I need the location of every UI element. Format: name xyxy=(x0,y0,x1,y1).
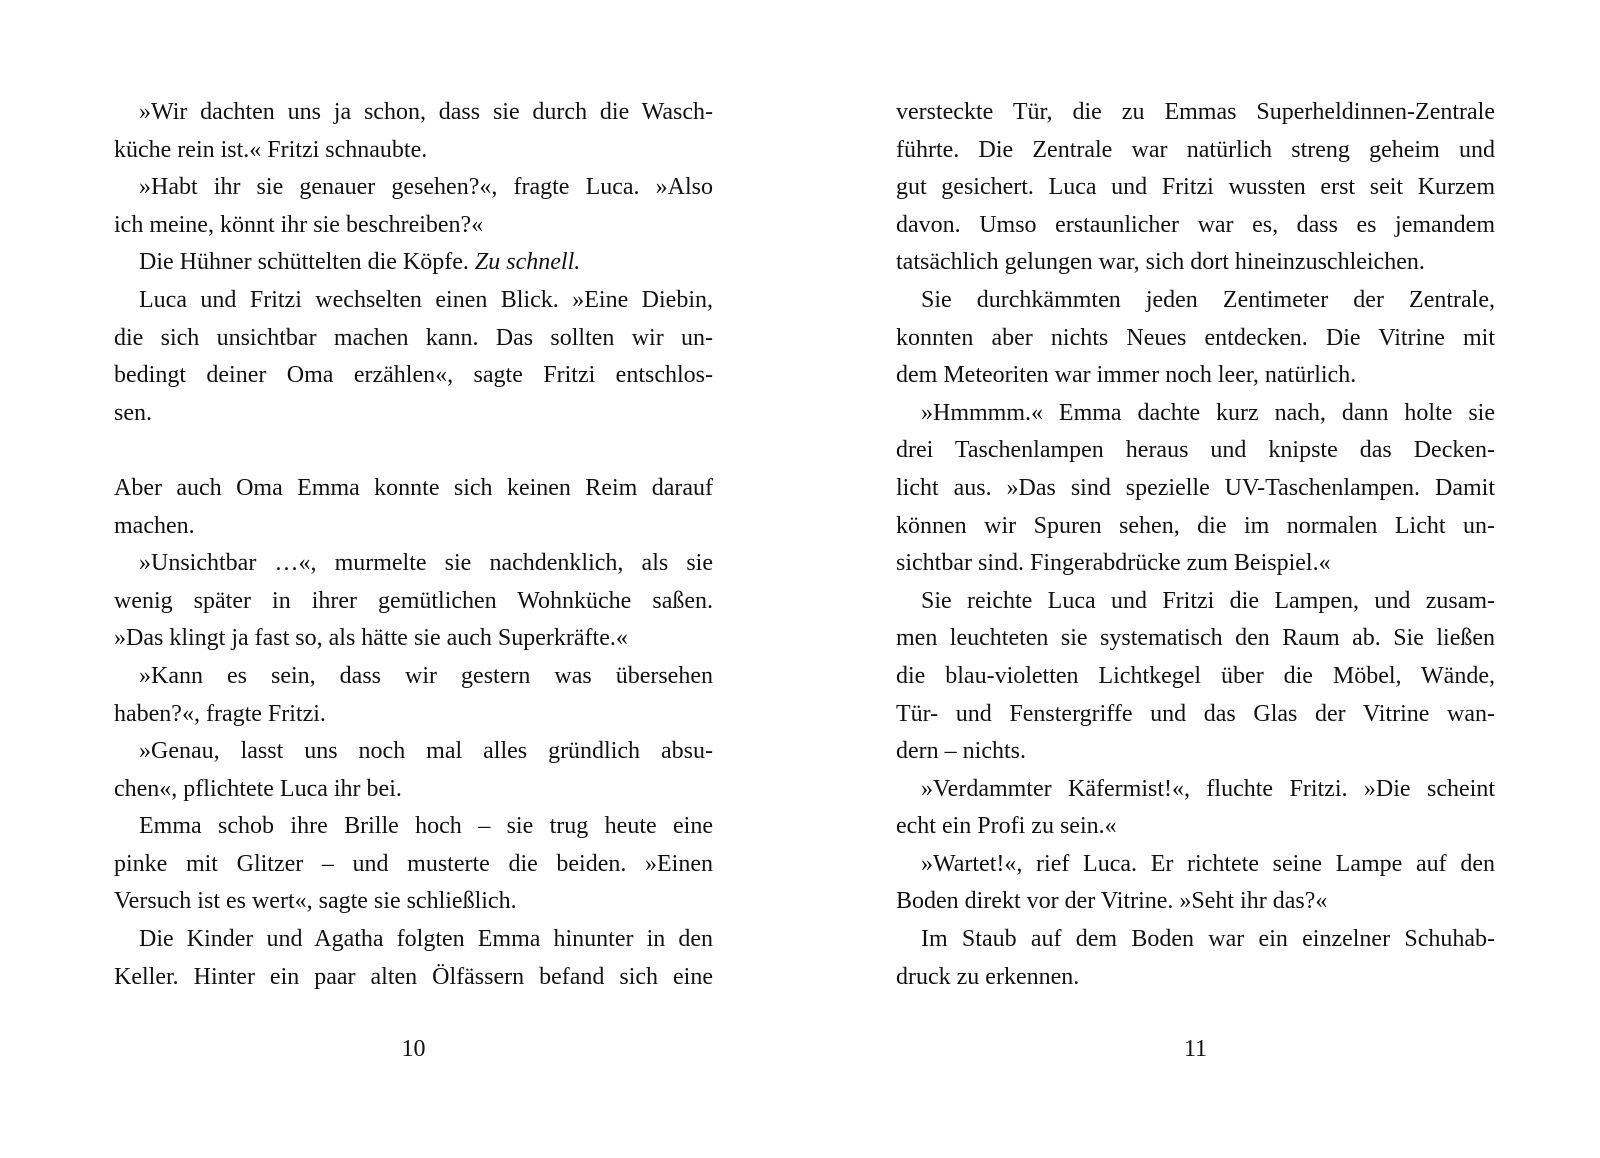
line-text: Sie durchkämmten jeden Zentimeter der Zentrale, xyxy=(921,286,1495,313)
left-page-number: 10 xyxy=(401,1036,426,1062)
text-line xyxy=(896,207,1495,245)
line-text: Die Kinder und Agatha folgten Emma hinunter in den xyxy=(139,926,713,953)
line-text: Boden direkt vor der Vitrine. »Seht ihr das?« xyxy=(896,888,1328,915)
line-text: wenig später in ihrer gemütlichen Wohnküche saßen. xyxy=(114,587,713,614)
line-text: »Wartet!«, rief Luca. Er richtete seine Lampe auf den xyxy=(921,850,1495,877)
right-page-number: 11 xyxy=(1183,1036,1208,1062)
text-line xyxy=(114,771,713,809)
line-text: drei Taschenlampen heraus und knipste das Decken- xyxy=(896,437,1495,464)
line-text: gut gesichert. Luca und Fritzi wussten erst seit Kurzem xyxy=(896,174,1495,201)
text-line xyxy=(896,883,1495,921)
text-line xyxy=(896,696,1495,734)
line-text: versteckte Tür, die zu Emmas Superheldinnen-Zentrale xyxy=(896,99,1495,125)
line-text: machen. xyxy=(114,512,195,539)
line-text: Tür- und Fenstergriffe und das Glas der Vitrine wan- xyxy=(896,700,1495,727)
text-line xyxy=(896,959,1495,997)
line-text: davon. Umso erstaunlicher war es, dass es jemandem xyxy=(896,211,1495,238)
line-text: führte. Die Zentrale war natürlich streng geheim und xyxy=(896,136,1495,163)
line-text: konnten aber nichts Neues entdecken. Die Vitrine mit xyxy=(896,324,1495,351)
line-text: pinke mit Glitzer – und musterte die beiden. »Einen xyxy=(114,850,713,877)
left-page-text xyxy=(114,94,713,996)
line-text: dem Meteoriten war immer noch leer, natürlich. xyxy=(896,362,1357,389)
line-text: »Genau, lasst uns noch mal alles gründlich absu- xyxy=(139,738,713,765)
blank-line xyxy=(114,432,713,470)
line-text: sichtbar sind. Fingerabdrücke zum Beispiel.« xyxy=(896,550,1331,577)
line-text: »Wir dachten uns ja schon, dass sie durch die Wasch- xyxy=(139,99,713,125)
text-line xyxy=(896,320,1495,358)
text-line xyxy=(114,921,713,959)
line-text: die blau-violetten Lichtkegel über die Möbel, Wände, xyxy=(896,662,1495,689)
line-text: dern – nichts. xyxy=(896,738,1026,765)
line-text: »Das klingt ja fast so, als hätte sie auch Superkräfte.« xyxy=(114,625,628,652)
text-line xyxy=(114,658,713,696)
text-line xyxy=(896,733,1495,771)
line-text: Luca und Fritzi wechselten einen Blick. »Eine Diebin, xyxy=(139,286,713,313)
text-line xyxy=(114,132,713,170)
line-text: Versuch ist es wert«, sagte sie schließlich. xyxy=(114,888,517,915)
text-line xyxy=(114,733,713,771)
left-page xyxy=(114,0,713,1158)
text-line xyxy=(114,169,713,207)
line-text: »Unsichtbar …«, murmelte sie nachdenklich, als sie xyxy=(139,550,713,577)
text-line xyxy=(114,846,713,884)
line-text: bedingt deiner Oma erzählen«, sagte Fritzi entschlos- xyxy=(114,362,713,389)
text-line xyxy=(896,921,1495,959)
text-line xyxy=(114,320,713,358)
text-line xyxy=(114,357,713,395)
line-text: die sich unsichtbar machen kann. Das sollten wir un- xyxy=(114,324,713,351)
text-line xyxy=(896,545,1495,583)
text-line xyxy=(896,395,1495,433)
line-text: Aber auch Oma Emma konnte sich keinen Reim darauf xyxy=(114,474,713,501)
line-text: Emma schob ihre Brille hoch – sie trug heute eine xyxy=(139,813,713,840)
text-line xyxy=(114,696,713,734)
line-text: ich meine, könnt ihr sie beschreiben?« xyxy=(114,211,484,238)
line-text: echt ein Profi zu sein.« xyxy=(896,813,1117,840)
text-line xyxy=(896,432,1495,470)
text-line xyxy=(896,244,1495,282)
line-text: Die Hühner schüttelten die Köpfe. xyxy=(139,249,469,276)
line-text: Im Staub auf dem Boden war ein einzelner Schuhab- xyxy=(921,926,1495,953)
text-line xyxy=(896,508,1495,546)
text-line xyxy=(114,395,713,433)
line-text: druck zu erkennen. xyxy=(896,963,1080,990)
right-page-text xyxy=(896,94,1495,996)
line-text: haben?«, fragte Fritzi. xyxy=(114,700,326,727)
line-text: »Kann es sein, dass wir gestern was übersehen xyxy=(139,662,713,689)
text-line xyxy=(114,883,713,921)
text-line xyxy=(114,244,713,282)
text-line xyxy=(896,94,1495,132)
line-text: chen«, pflichtete Luca ihr bei. xyxy=(114,775,402,802)
text-line xyxy=(896,282,1495,320)
text-line xyxy=(114,808,713,846)
text-line xyxy=(114,282,713,320)
text-line xyxy=(114,545,713,583)
line-text: Keller. Hinter ein paar alten Ölfässern befand sich eine xyxy=(114,963,713,990)
text-line xyxy=(896,169,1495,207)
line-text: men leuchteten sie systematisch den Raum ab. Sie ließen xyxy=(896,625,1495,652)
text-line xyxy=(896,132,1495,170)
text-line xyxy=(896,620,1495,658)
text-line xyxy=(896,808,1495,846)
line-text: küche rein ist.« Fritzi schnaubte. xyxy=(114,136,428,163)
line-text: sen. xyxy=(114,399,152,426)
text-line xyxy=(114,470,713,508)
line-text: »Verdammter Käfermist!«, fluchte Fritzi. »Die scheint xyxy=(921,775,1495,802)
text-line xyxy=(896,583,1495,621)
line-text: licht aus. »Das sind spezielle UV-Taschenlampen. Damit xyxy=(896,474,1495,501)
text-line xyxy=(896,658,1495,696)
line-text: können wir Spuren sehen, die im normalen Licht un- xyxy=(896,512,1495,539)
text-line xyxy=(114,508,713,546)
line-text: tatsächlich gelungen war, sich dort hineinzuschleichen. xyxy=(896,249,1425,276)
text-line xyxy=(114,94,713,132)
text-line xyxy=(114,207,713,245)
right-page xyxy=(896,0,1495,1158)
text-line xyxy=(896,357,1495,395)
text-line xyxy=(896,470,1495,508)
text-line xyxy=(896,771,1495,809)
line-text: »Habt ihr sie genauer gesehen?«, fragte Luca. »Also xyxy=(139,174,713,201)
text-line xyxy=(114,959,713,997)
text-line xyxy=(114,583,713,621)
italic-text: Zu schnell. xyxy=(474,249,581,276)
line-text: »Hmmmm.« Emma dachte kurz nach, dann holte sie xyxy=(921,399,1495,426)
text-line xyxy=(896,846,1495,884)
line-text: Sie reichte Luca und Fritzi die Lampen, und zusam- xyxy=(921,587,1495,614)
text-line xyxy=(114,620,713,658)
